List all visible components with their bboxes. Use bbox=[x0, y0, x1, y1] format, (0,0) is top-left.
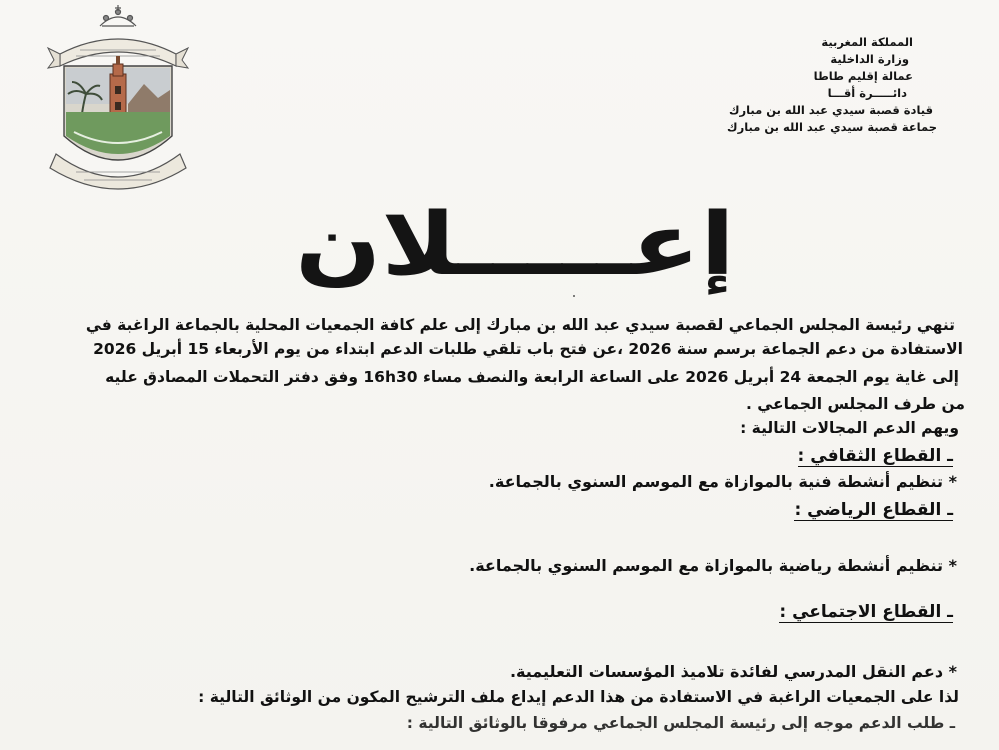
letterhead-caidat: قيادة قصبة سيدي عبد الله بن مبارك bbox=[728, 103, 933, 117]
letterhead-commune: جماعة قصبة سيدي عبد الله بن مبارك bbox=[727, 120, 937, 134]
letterhead-kingdom: المملكة المغربية bbox=[821, 35, 913, 49]
closing-line: لذا على الجمعيات الراغبة في الاستفادة من هذا الدعم إيداع ملف الترشيح المكون من الوثائق التالية : bbox=[198, 688, 959, 706]
paragraph-line-1: تنهي رئيسة المجلس الجماعي لقصبة سيدي عبد الله بن مبارك إلى علم كافة الجمعيات المحلية بالجماعة الراغبة في bbox=[85, 316, 955, 334]
sector-sports-item: * تنظيم أنشطة رياضية بالموازاة مع الموسم السنوي بالجماعة. bbox=[469, 556, 957, 575]
paragraph-line-2: الاستفادة من دعم الجماعة برسم سنة 2026 ،عن فتح باب تلقي طلبات الدعم ابتداء من يوم الأربعاء 15 أبريل 2026 bbox=[93, 340, 963, 358]
announcement-title bbox=[280, 198, 750, 298]
scan-speck bbox=[573, 295, 575, 297]
domains-intro: ويهم الدعم المجالات التالية : bbox=[740, 419, 959, 437]
sector-social-heading-text: ـ القطاع الاجتماعي : bbox=[779, 602, 953, 622]
partial-next-line: ـ طلب الدعم موجه إلى رئيسة المجلس الجماعي مرفوقا بالوثائق التالية : bbox=[406, 714, 955, 732]
official-letterhead bbox=[657, 34, 937, 136]
sector-sports-heading-text: ـ القطاع الرياضي : bbox=[794, 500, 953, 520]
sector-cultural-heading bbox=[798, 446, 953, 467]
sector-cultural-item: * تنظيم أنشطة فنية بالموازاة مع الموسم السنوي بالجماعة. bbox=[488, 472, 957, 491]
sector-sports-heading bbox=[794, 500, 953, 521]
paragraph-line-4: من طرف المجلس الجماعي . bbox=[746, 395, 965, 413]
letterhead-ministry: وزارة الداخلية bbox=[830, 52, 909, 66]
letterhead-district: دائـــــرة أقـــا bbox=[827, 86, 907, 100]
sector-social-heading bbox=[779, 602, 953, 623]
sector-social-item: * دعم النقل المدرسي لفائدة تلاميذ المؤسسات التعليمية. bbox=[509, 662, 957, 681]
announcement-title-text: إعـــــلان bbox=[295, 198, 669, 295]
letterhead-province: عمالة إقليم طاطا bbox=[813, 69, 913, 83]
paragraph-line-3: إلى غاية يوم الجمعة 24 أبريل 2026 على الساعة الرابعة والنصف مساء 16h30 وفق دفتر التحملات المصادق عليه bbox=[105, 368, 959, 386]
municipal-coat-of-arms-icon bbox=[40, 4, 196, 204]
sector-cultural-heading-text: ـ القطاع الثقافي : bbox=[797, 446, 953, 466]
